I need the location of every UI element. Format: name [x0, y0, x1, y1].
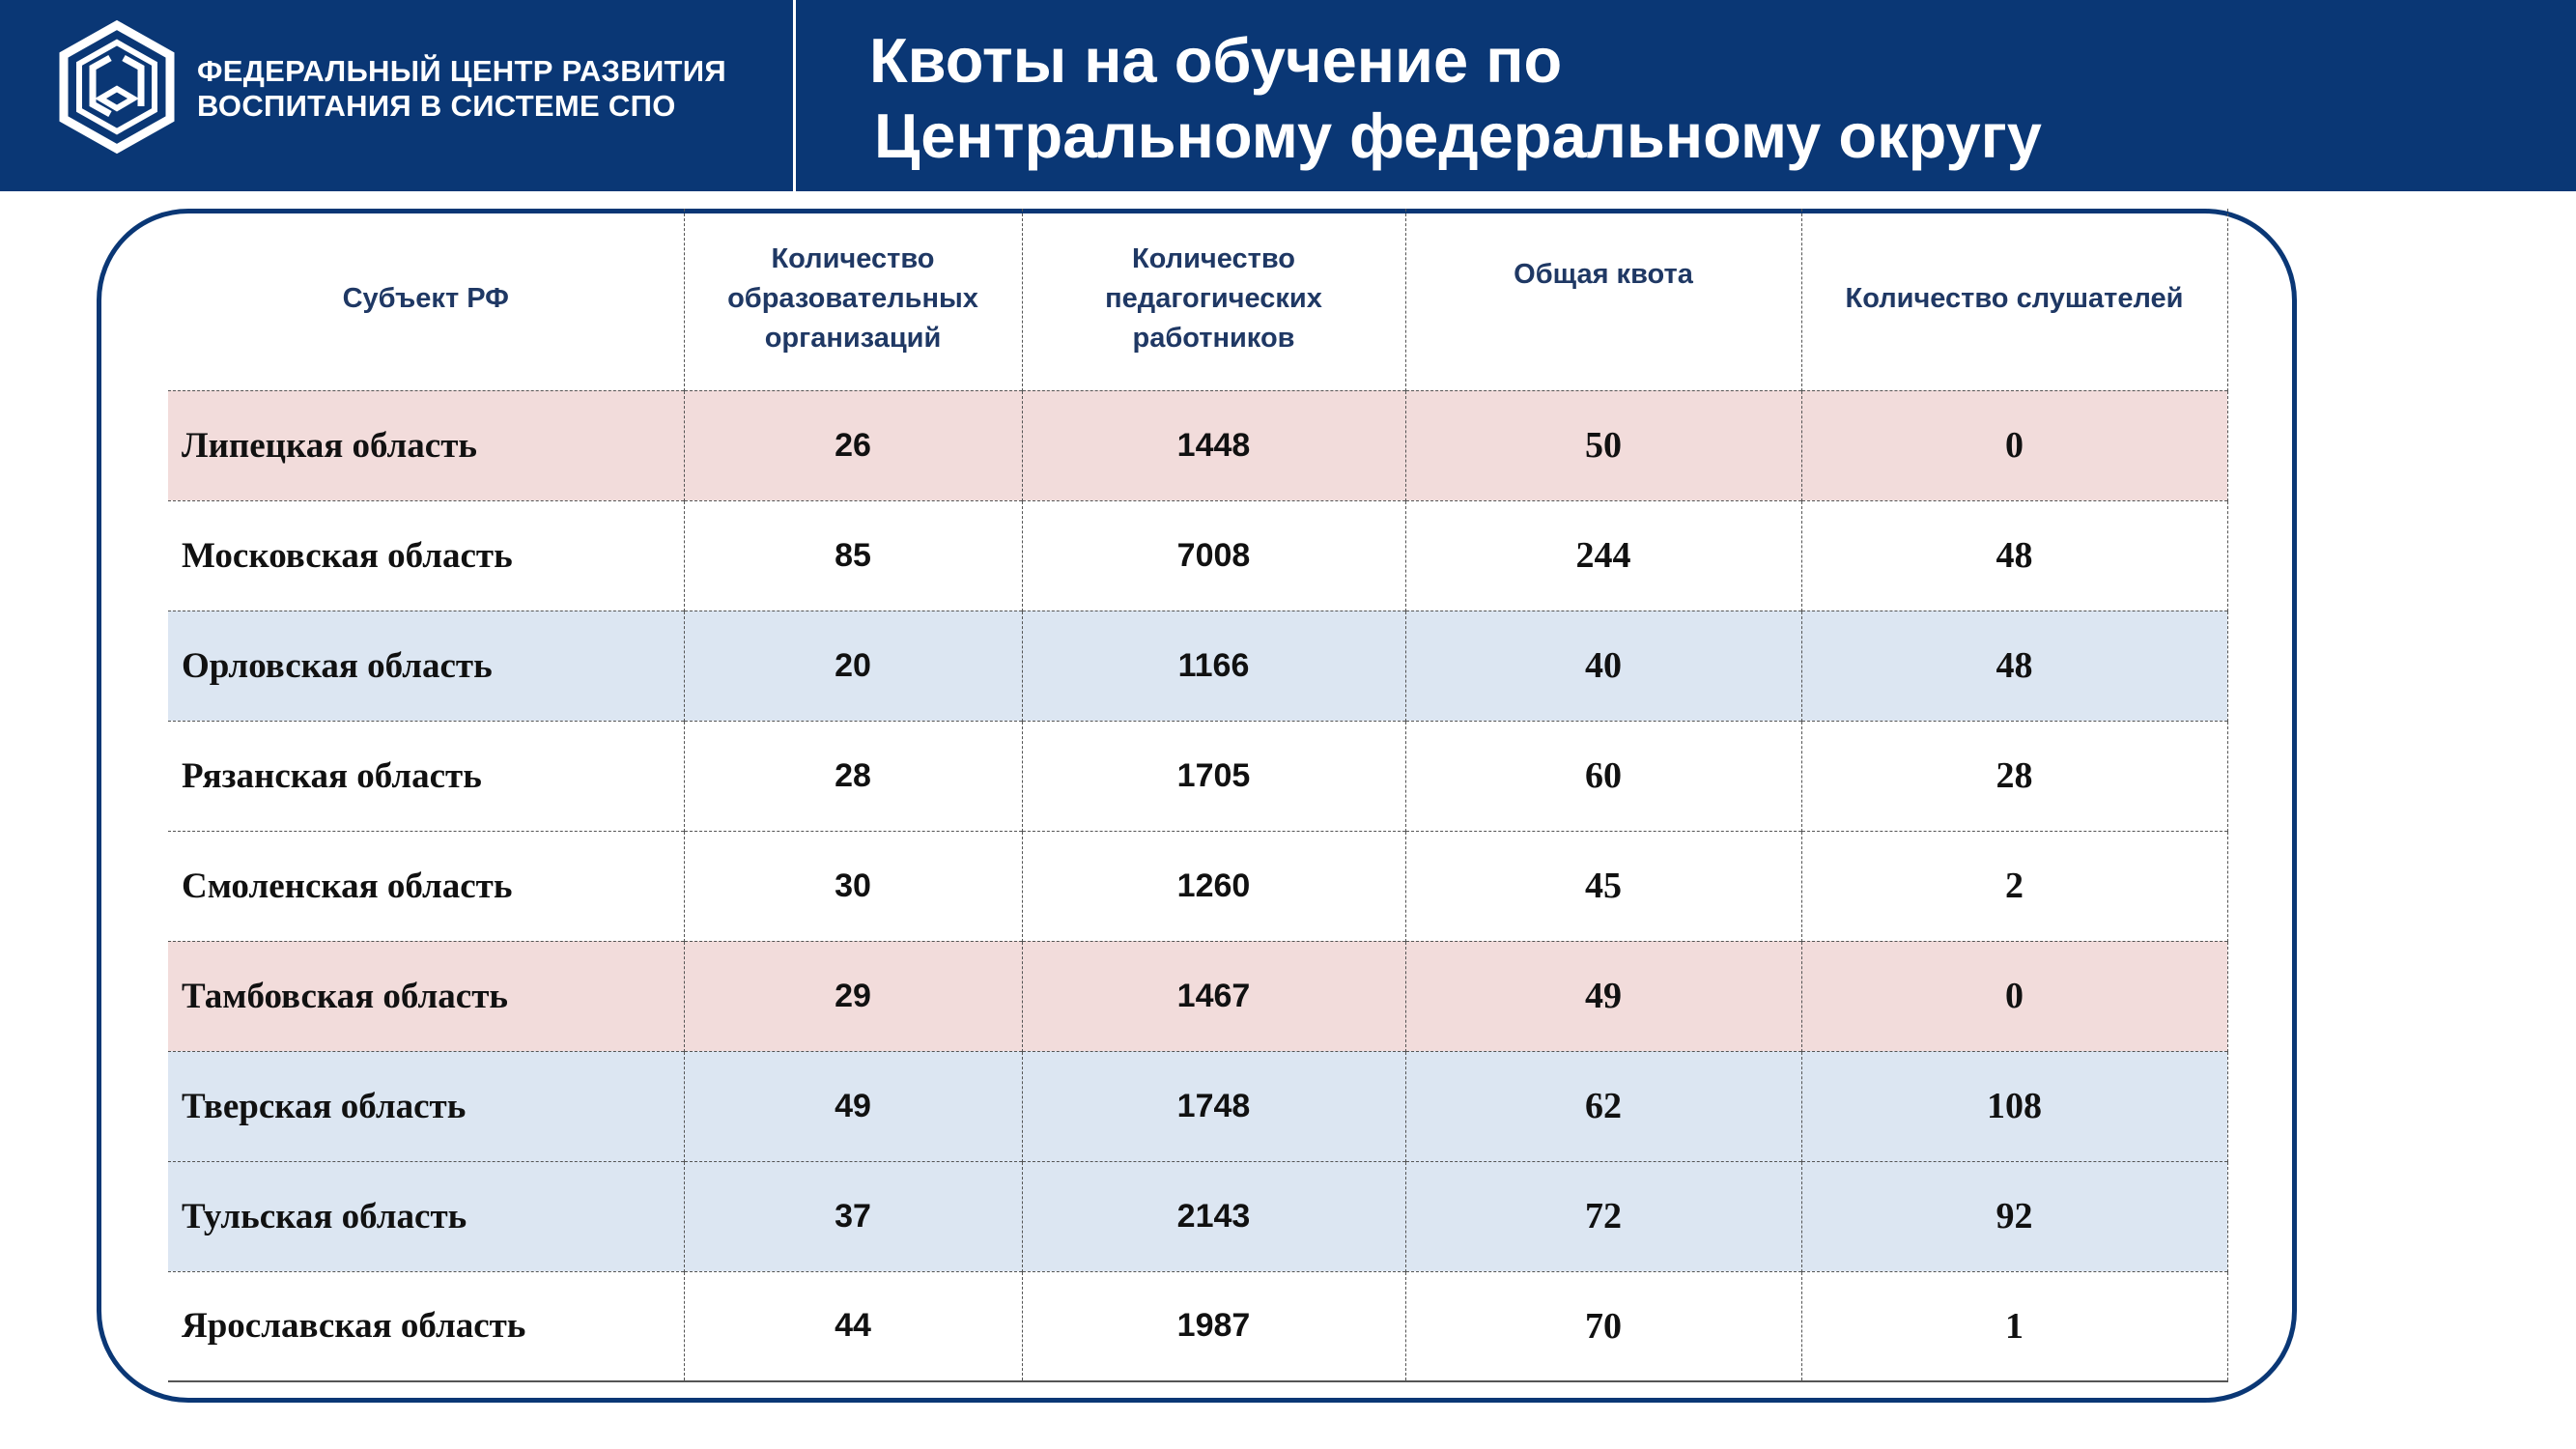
cell-region: Орловская область: [168, 611, 684, 721]
cell-region: Тамбовская область: [168, 941, 684, 1051]
org-name: [197, 54, 726, 124]
cell-listeners: 0: [1801, 390, 2227, 500]
cell-listeners: 1: [1801, 1271, 2227, 1381]
cell-teachers: 1987: [1022, 1271, 1405, 1381]
header-divider: [793, 0, 796, 191]
cell-region: Тульская область: [168, 1161, 684, 1271]
cell-orgs: 44: [684, 1271, 1022, 1381]
cell-teachers: 1467: [1022, 941, 1405, 1051]
cell-orgs: 85: [684, 500, 1022, 611]
table-row: [168, 500, 2227, 611]
table-row: [168, 390, 2227, 500]
cell-quota: 49: [1405, 941, 1801, 1051]
cell-quota: 45: [1405, 831, 1801, 941]
cell-orgs: 28: [684, 721, 1022, 831]
cell-teachers: 1748: [1022, 1051, 1405, 1161]
cell-quota: 70: [1405, 1271, 1801, 1381]
table-row: [168, 1161, 2227, 1271]
table-row: [168, 1271, 2227, 1381]
cell-listeners: 2: [1801, 831, 2227, 941]
cell-orgs: 37: [684, 1161, 1022, 1271]
cell-region: Тверская область: [168, 1051, 684, 1161]
cell-orgs: 29: [684, 941, 1022, 1051]
title-line1: Квоты на обучение по: [869, 25, 1563, 96]
column-header-listeners: Количество слушателей: [1801, 209, 2227, 390]
cell-listeners: 28: [1801, 721, 2227, 831]
cell-listeners: 48: [1801, 500, 2227, 611]
org-name-line1: ФЕДЕРАЛЬНЫЙ ЦЕНТР РАЗВИТИЯ: [197, 54, 726, 88]
cell-orgs: 30: [684, 831, 1022, 941]
cell-teachers: 1166: [1022, 611, 1405, 721]
cell-orgs: 49: [684, 1051, 1022, 1161]
cell-region: Ярославская область: [168, 1271, 684, 1381]
cell-region: Московская область: [168, 500, 684, 611]
cell-listeners: 0: [1801, 941, 2227, 1051]
cell-quota: 244: [1405, 500, 1801, 611]
column-header-quota: Общая квота: [1405, 209, 1801, 390]
table-row: [168, 941, 2227, 1051]
quota-table: [168, 209, 2228, 1382]
cell-teachers: 7008: [1022, 500, 1405, 611]
table-row: [168, 831, 2227, 941]
table-row: [168, 721, 2227, 831]
cell-teachers: 1448: [1022, 390, 1405, 500]
cell-quota: 50: [1405, 390, 1801, 500]
cell-region: Рязанская область: [168, 721, 684, 831]
title-line2: Центральному федеральному округу: [874, 100, 2042, 171]
org-name-line2: ВОСПИТАНИЯ В СИСТЕМЕ СПО: [197, 89, 676, 123]
table-row: [168, 1051, 2227, 1161]
cell-quota: 60: [1405, 721, 1801, 831]
column-header-region: Субъект РФ: [168, 209, 684, 390]
cell-region: Липецкая область: [168, 390, 684, 500]
cell-listeners: 48: [1801, 611, 2227, 721]
cell-quota: 40: [1405, 611, 1801, 721]
page-title: [869, 23, 2042, 174]
cell-quota: 72: [1405, 1161, 1801, 1271]
cell-listeners: 92: [1801, 1161, 2227, 1271]
cell-teachers: 2143: [1022, 1161, 1405, 1271]
cell-orgs: 26: [684, 390, 1022, 500]
hexagon-spo-logo-icon: [54, 19, 180, 155]
cell-orgs: 20: [684, 611, 1022, 721]
column-header-teachers: Количество педагогических работников: [1022, 209, 1405, 390]
cell-region: Смоленская область: [168, 831, 684, 941]
cell-teachers: 1260: [1022, 831, 1405, 941]
column-header-orgs: Количество образовательных организаций: [684, 209, 1022, 390]
table-row: [168, 611, 2227, 721]
header-bar: [0, 0, 2576, 191]
cell-teachers: 1705: [1022, 721, 1405, 831]
table-header-row: [168, 209, 2227, 390]
cell-quota: 62: [1405, 1051, 1801, 1161]
cell-listeners: 108: [1801, 1051, 2227, 1161]
